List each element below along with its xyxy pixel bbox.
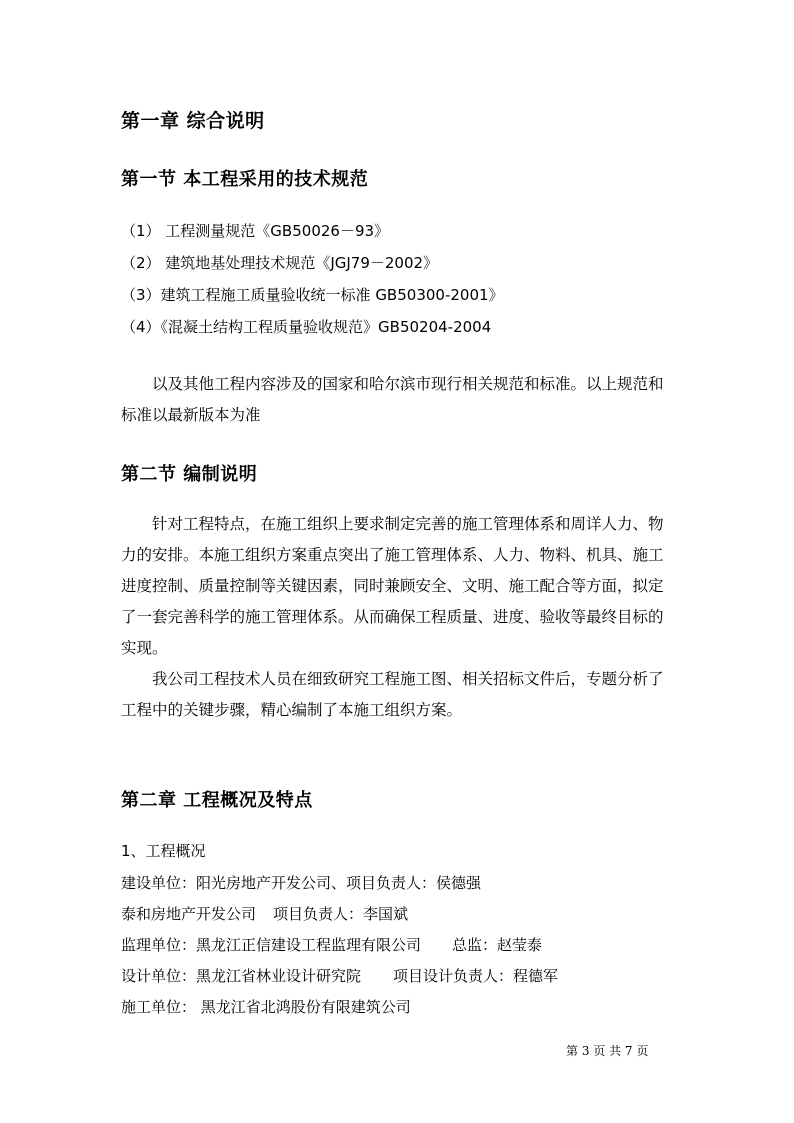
reference-item-2: （2） 建筑地基处理技术规范《JGJ79－2002》 xyxy=(121,254,439,272)
standards-paragraph xyxy=(121,369,677,431)
supervisor-text: 监理单位：黑龙江正信建设工程监理有限公司 xyxy=(121,936,422,954)
designer-text: 设计单位：黑龙江省林业设计研究院 xyxy=(121,967,362,985)
standards-paragraph-text: 以及其他工程内容涉及的国家和哈尔滨市现行相关规范和标准。以上规范和标准以最新版本为准 xyxy=(121,375,664,424)
co-developer-text: 泰和房地产开发公司 xyxy=(121,905,257,923)
reference-item-3: （3）建筑工程施工质量验收统一标准 GB50300-2001》 xyxy=(121,286,504,304)
chief-supervisor: 总监：赵莹泰 xyxy=(452,936,543,954)
compilation-paragraph-2: 我公司工程技术人员在细致研究工程施工图、相关招标文件后，专题分析了工程中的关键步骤，精心编制了本施工组织方案。 xyxy=(121,670,664,719)
design-manager: 项目设计负责人：程德军 xyxy=(393,967,559,985)
info-line-developer xyxy=(121,872,481,893)
info-line-co-developer xyxy=(121,903,408,924)
contractor-text: 施工单位： 黑龙江省北鸿股份有限建筑公司 xyxy=(121,998,411,1016)
info-line-designer xyxy=(121,965,558,986)
reference-item-1: （1） 工程测量规范《GB50026－93》 xyxy=(121,222,390,240)
developer-text: 建设单位：阳光房地产开发公司、项目负责人：侯德强 xyxy=(121,874,482,892)
section2-title: 第二节 编制说明 xyxy=(121,464,258,485)
compilation-paragraph-1: 针对工程特点，在施工组织上要求制定完善的施工管理体系和周详人力、物力的安排。本施工组织方案重点突出了施工管理体系、人力、物料、机具、施工进度控制、质量控制等关键因素，同时兼顾安全、文明、施工配合等方面，拟定了一套完善科学的施工管理体系。从而确保工程质量、进度、验收等最终目标的实现。 xyxy=(121,515,664,657)
section1-title: 第一节 本工程采用的技术规范 xyxy=(121,169,369,190)
info-line-contractor xyxy=(121,996,411,1017)
chapter1-title: 第一章 综合说明 xyxy=(121,110,265,132)
chapter2-title: 第二章 工程概况及特点 xyxy=(121,790,313,811)
reference-item-4: （4）《混凝土结构工程质量验收规范》GB50204-2004 xyxy=(121,318,492,336)
page-number-footer: 第 3 页 共 7 页 xyxy=(566,1044,649,1058)
co-developer-manager: 项目负责人：李国斌 xyxy=(273,905,409,923)
compilation-paragraphs xyxy=(121,509,677,726)
overview-subheading: 1、工程概况 xyxy=(121,842,206,860)
info-line-supervisor xyxy=(121,934,542,955)
